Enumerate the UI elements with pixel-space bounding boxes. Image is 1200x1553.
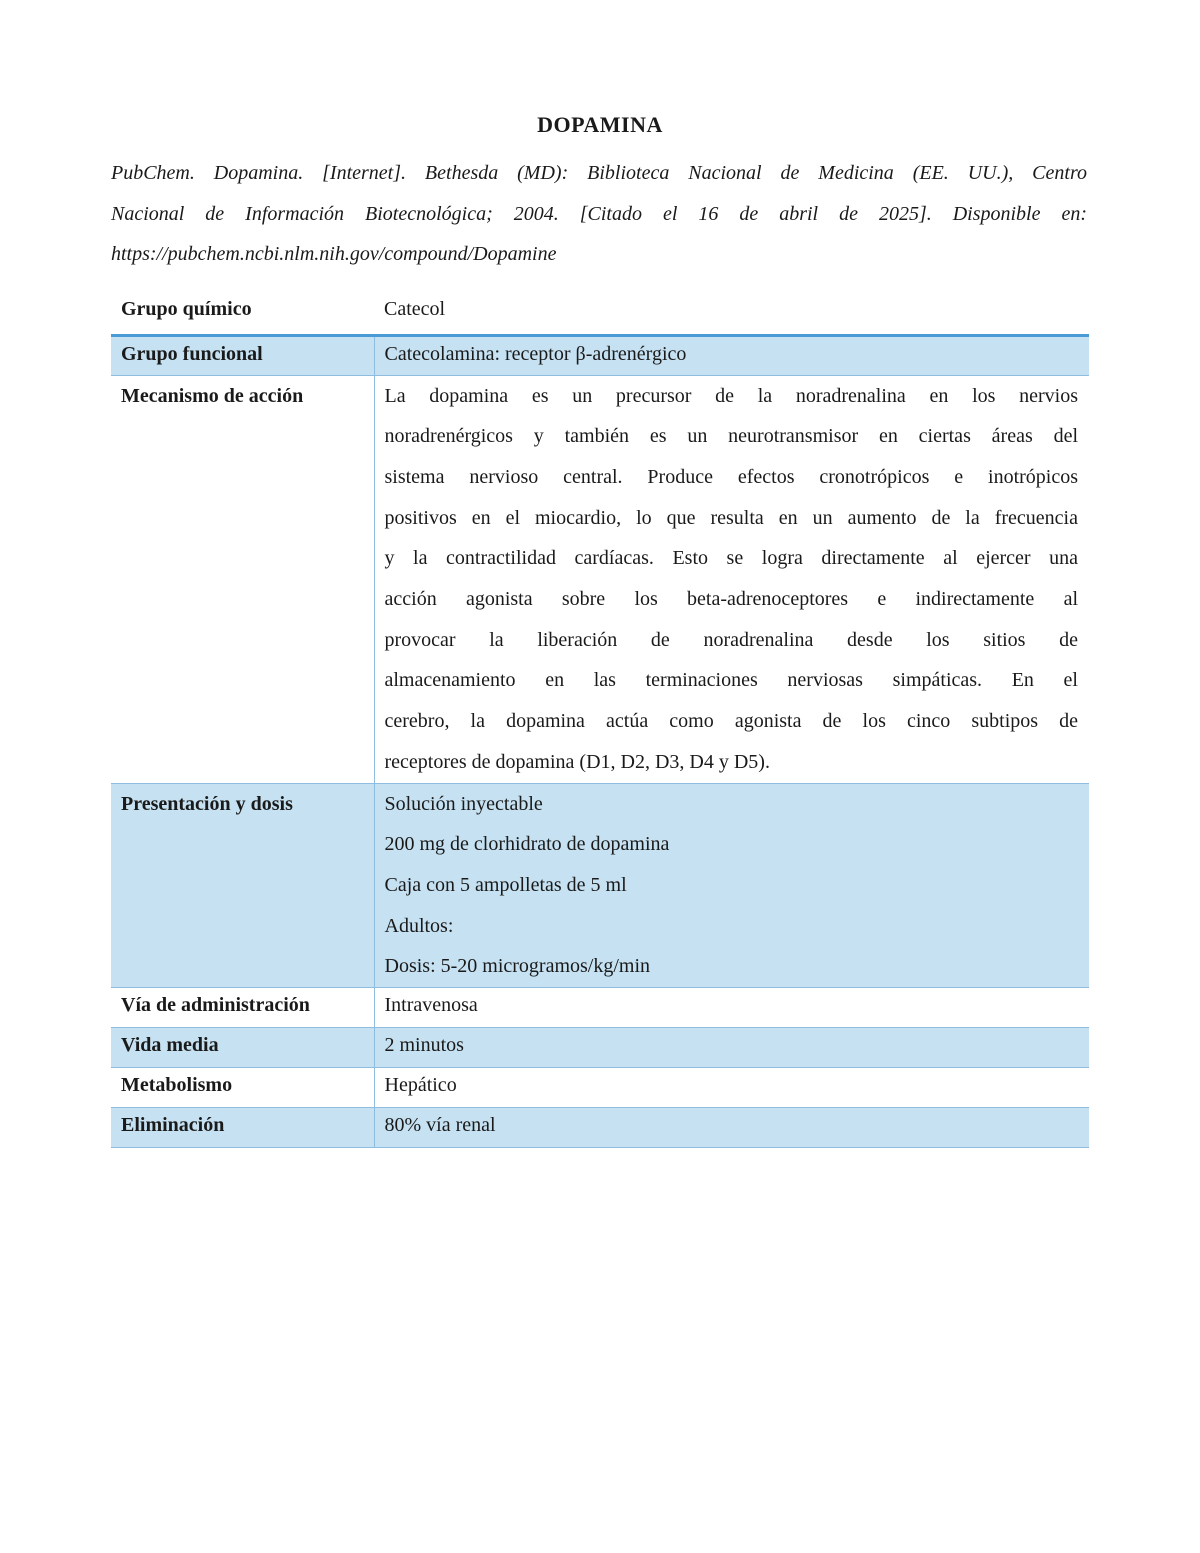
row-label: Metabolismo xyxy=(111,1068,374,1108)
citation-line: PubChem. Dopamina. [Internet]. Bethesda (MD): Biblioteca Nacional de Medicina (EE. UU.), Centro xyxy=(111,162,1087,184)
row-value xyxy=(374,783,1089,988)
mecanismo-line: noradrenérgicos y también es un neurotransmisor en ciertas áreas del xyxy=(384,425,1078,448)
drug-info-table xyxy=(111,290,1089,1148)
row-value: Intravenosa xyxy=(374,988,1089,1028)
row-label: Presentación y dosis xyxy=(111,783,374,988)
table-row-metabolismo xyxy=(111,1068,1089,1108)
presentacion-line: 200 mg de clorhidrato de dopamina xyxy=(384,833,670,856)
row-label: Vida media xyxy=(111,1028,374,1068)
row-label: Grupo funcional xyxy=(111,335,374,375)
row-value: Hepático xyxy=(374,1068,1089,1108)
mecanismo-line: sistema nervioso central. Produce efectos cronotrópicos e inotrópicos xyxy=(384,465,1078,488)
citation-url: https://pubchem.ncbi.nlm.nih.gov/compound/Dopamine xyxy=(111,243,557,265)
mecanismo-line: almacenamiento en las terminaciones nerviosas simpáticas. En el xyxy=(384,669,1078,692)
citation-line: Nacional de Información Biotecnológica; 2004. [Citado el 16 de abril de 2025]. Disponible en: xyxy=(111,202,1087,225)
mecanismo-line: positivos en el miocardio, lo que resulta en un aumento de la frecuencia xyxy=(384,506,1078,529)
presentacion-line: Adultos: xyxy=(384,914,454,937)
presentacion-line: Solución inyectable xyxy=(384,792,543,815)
presentacion-line: Dosis: 5-20 microgramos/kg/min xyxy=(384,955,651,978)
row-value: Catecolamina: receptor β-adrenérgico xyxy=(374,335,1089,375)
row-label: Vía de administración xyxy=(111,988,374,1028)
mecanismo-line: cerebro, la dopamina actúa como agonista de los cinco subtipos de xyxy=(384,710,1078,733)
table-row-via xyxy=(111,988,1089,1028)
row-label: Mecanismo de acción xyxy=(111,375,374,783)
table-row-vida-media xyxy=(111,1028,1089,1068)
table-row-grupo-quimico xyxy=(111,290,1089,335)
citation xyxy=(111,153,1087,275)
table-row-presentacion xyxy=(111,783,1089,988)
mecanismo-line: y la contractilidad cardíacas. Esto se logra directamente al ejercer una xyxy=(384,547,1078,570)
row-value: Catecol xyxy=(384,298,446,320)
table-row-mecanismo xyxy=(111,375,1089,783)
row-label: Eliminación xyxy=(111,1108,374,1148)
row-value: 80% vía renal xyxy=(374,1108,1089,1148)
row-value xyxy=(374,375,1089,783)
row-value: 2 minutos xyxy=(374,1028,1089,1068)
table-row-grupo-funcional xyxy=(111,335,1089,375)
row-label: Grupo químico xyxy=(121,298,252,320)
page-title: DOPAMINA xyxy=(537,112,663,137)
mecanismo-line: La dopamina es un precursor de la noradrenalina en los nervios xyxy=(384,384,1078,407)
table-row-eliminacion xyxy=(111,1108,1089,1148)
mecanismo-line: acción agonista sobre los beta-adrenoceptores e indirectamente al xyxy=(384,588,1078,611)
mecanismo-line: receptores de dopamina (D1, D2, D3, D4 y D5). xyxy=(384,750,770,773)
presentacion-line: Caja con 5 ampolletas de 5 ml xyxy=(384,873,627,896)
mecanismo-line: provocar la liberación de noradrenalina desde los sitios de xyxy=(384,628,1078,651)
